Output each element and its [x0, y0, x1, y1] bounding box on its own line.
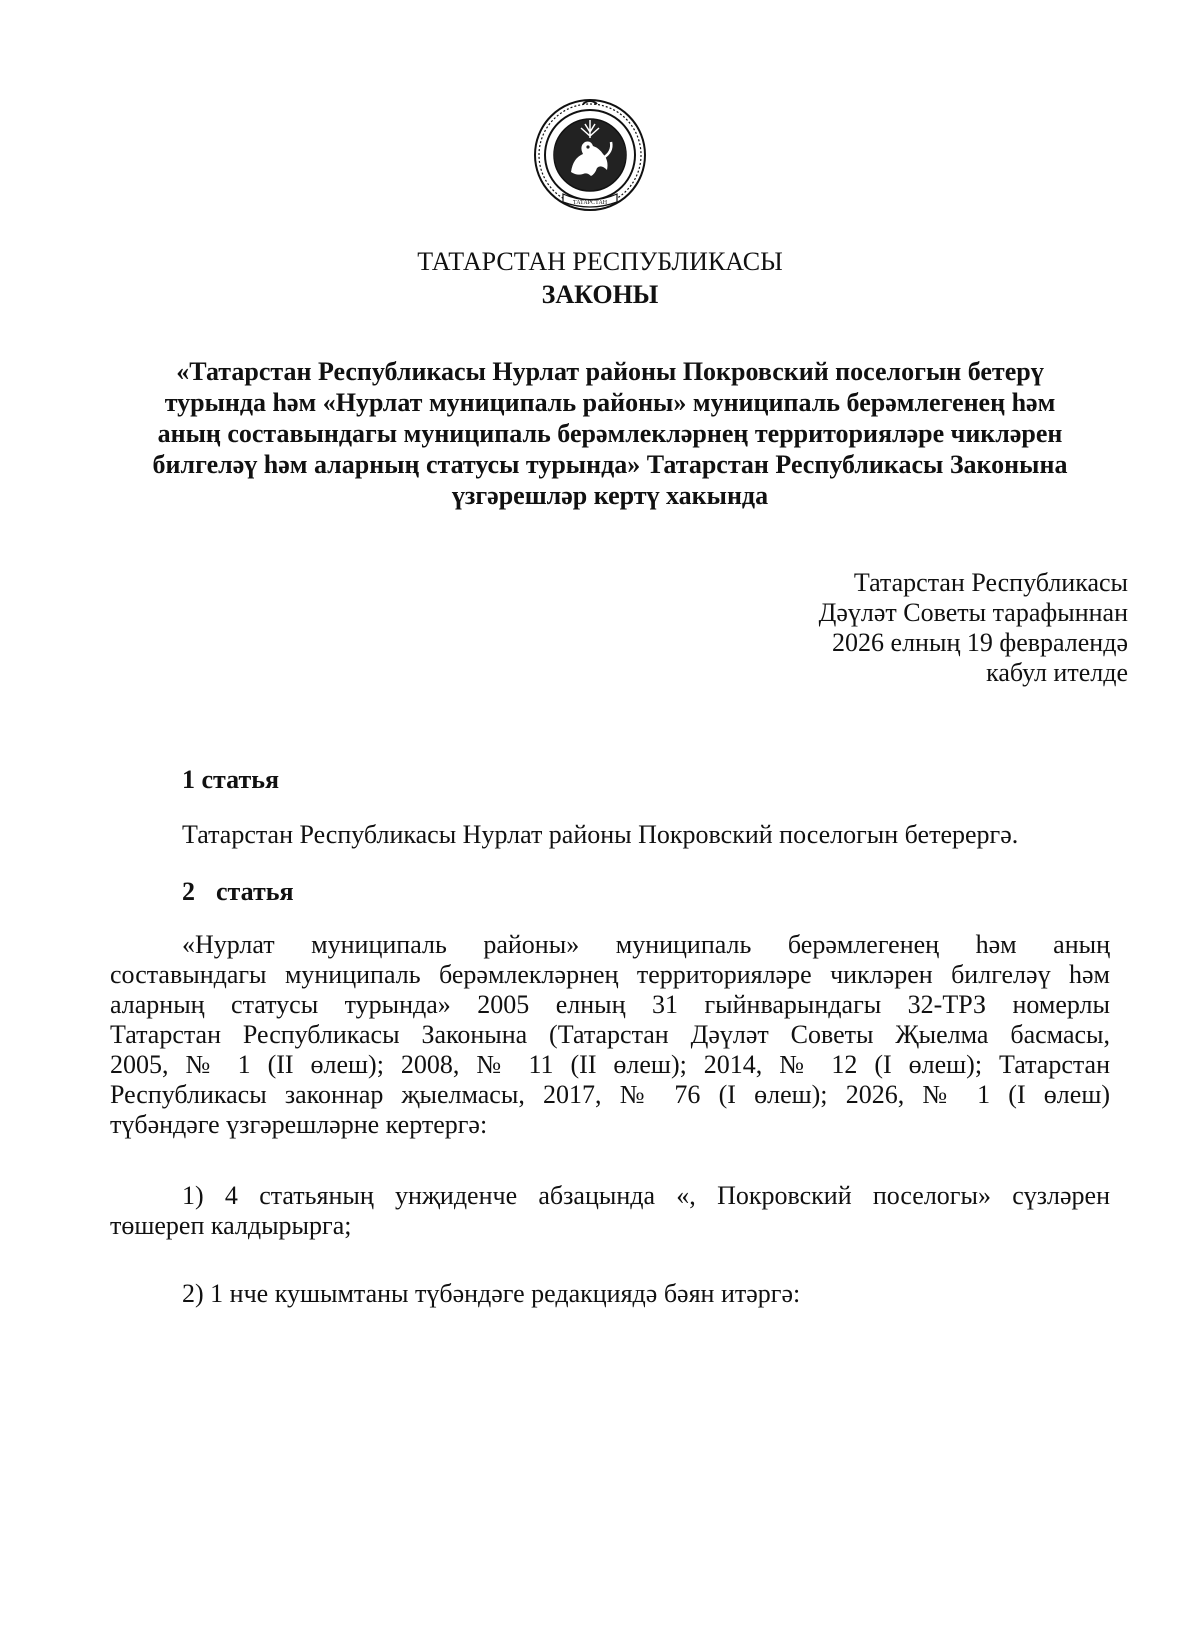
article-1-number: 1	[182, 765, 195, 794]
article-1-word: статья	[201, 765, 280, 794]
article-2-line: аларның статусы турында» 2005 елның 31 гыйнварындагы 32-ТРЗ номерлы	[110, 990, 1110, 1019]
adoption-line: Татарстан Республикасы	[853, 568, 1128, 597]
article-1-heading	[182, 765, 279, 795]
adoption-line: 2026 елның 19 февралендә	[832, 628, 1128, 657]
item-1-line: төшереп калдырырга;	[110, 1211, 352, 1240]
adoption-line: Дәүләт Советы тарафыннан	[818, 598, 1128, 627]
title-line: турында һәм «Нурлат муниципаль районы» муниципаль берәмлегенең һәм	[164, 388, 1056, 417]
article-2-line: «Нурлат муниципаль районы» муниципаль берәмлегенең һәм аның	[182, 930, 1110, 959]
item-1-line: 1) 4 статьяның унҗиденче абзацында «, Покровский поселогы» сүзләрен	[182, 1181, 1110, 1210]
article-2-line: Татарстан Республикасы Законына (Татарстан Дәүләт Советы Җыелма басмасы,	[110, 1020, 1110, 1049]
article-2-number: 2	[182, 877, 195, 906]
emblem-ring-text: ТАТАРСТАН	[572, 200, 608, 206]
article-2-line: составындагы муниципаль берәмлекләрнең территорияләре чикләрен билгеләү һәм	[110, 960, 1110, 989]
article-2-line: түбәндәге үзгәрешләрне кертергә:	[110, 1110, 488, 1139]
adoption-note	[819, 568, 1128, 688]
law-title	[110, 356, 1110, 511]
article-2-item-2: 2) 1 нче кушымтаны түбәндәге редакциядә бәян итәргә:	[182, 1279, 801, 1308]
header-doc-type: ЗАКОНЫ	[541, 280, 659, 309]
article-1-text: Татарстан Республикасы Нурлат районы Покровский поселогын бетерергә.	[182, 820, 1019, 849]
article-2-item-1	[110, 1181, 1110, 1241]
article-2-word: статья	[216, 877, 294, 906]
article-2-heading	[182, 877, 294, 907]
title-line: «Татарстан Республикасы Нурлат районы Покровский поселогын бетерү	[176, 357, 1044, 386]
title-line: үзгәрешләр кертү хакында	[451, 481, 769, 510]
article-2-body	[110, 930, 1110, 1140]
coat-of-arms-emblem	[533, 98, 647, 212]
article-2-line: Республикасы законнар җыелмасы, 2017, № 76 (I өлеш); 2026, № 1 (I өлеш)	[110, 1080, 1110, 1109]
title-line: аның составындагы муниципаль берәмлекләрнең территорияләре чикләрен	[157, 419, 1063, 448]
header-country: ТАТАРСТАН РЕСПУБЛИКАСЫ	[417, 247, 783, 276]
adoption-line: кабул ителде	[986, 658, 1128, 687]
title-line: билгеләү һәм аларның статусы турында» Татарстан Республикасы Законына	[152, 450, 1068, 479]
article-2-line: 2005, № 1 (II өлеш); 2008, № 11 (II өлеш); 2014, № 12 (I өлеш); Татарстан	[110, 1050, 1110, 1079]
